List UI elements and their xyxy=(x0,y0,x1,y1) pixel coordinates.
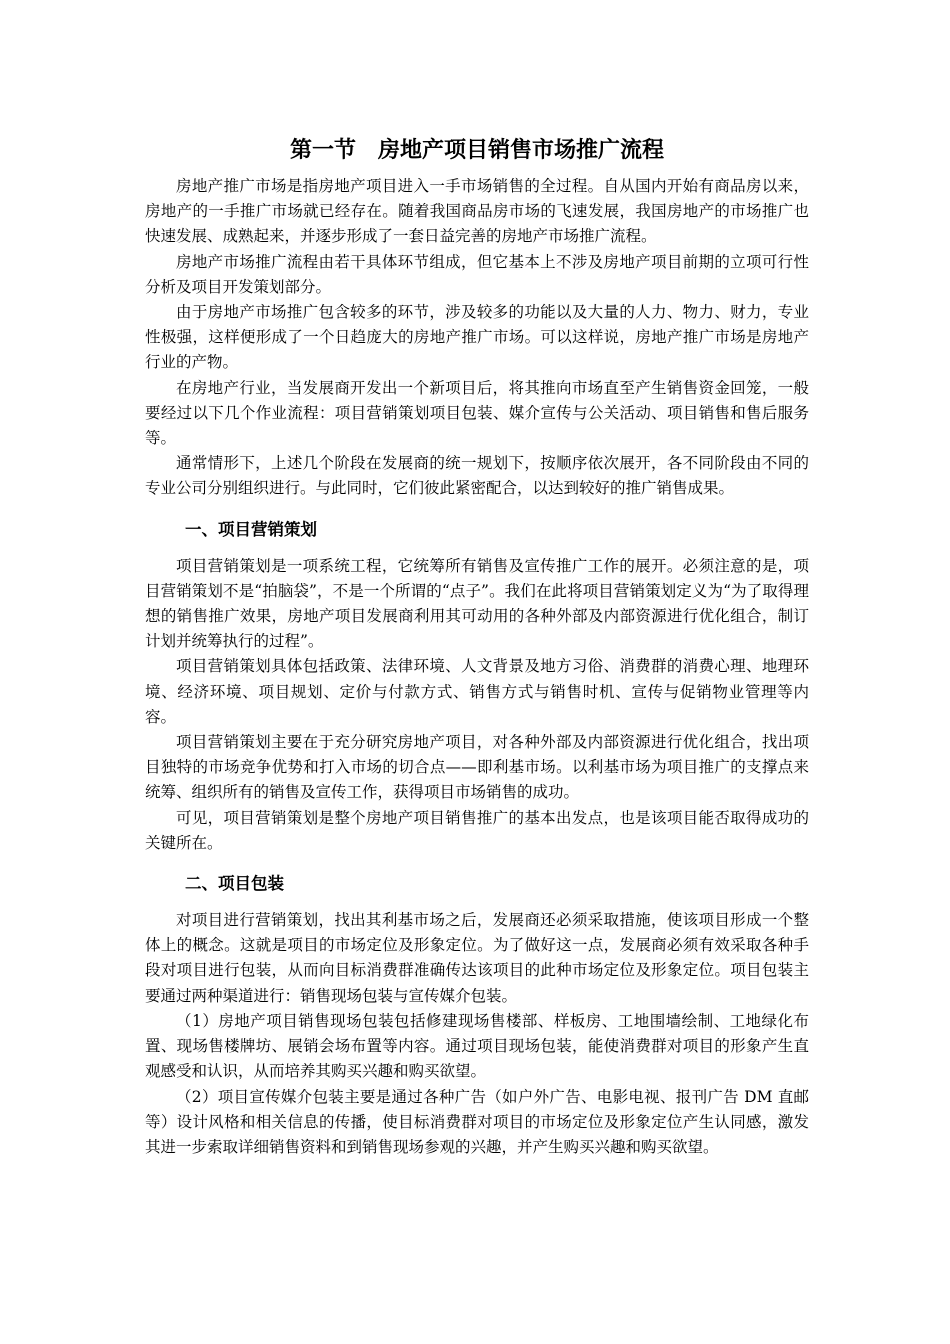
paragraph: 房地产市场推广流程由若干具体环节组成，但它基本上不涉及房地产项目前期的立项可行性分析及项目开发策划部分。 xyxy=(145,252,809,296)
document-page xyxy=(145,134,809,1160)
paragraph: 项目营销策划是一项系统工程，它统筹所有销售及宣传推广工作的展开。必须注意的是，项目营销策划不是“拍脑袋”，不是一个所谓的“点子”。我们在此将项目营销策划定义为“为了取得理想的销售推广效果，房地产项目发展商利用其可动用的各种外部及内部资源进行优化组合，制订计划并统筹执行的过程”。 xyxy=(145,556,809,651)
paragraph: （2）项目宣传媒介包装主要是通过各种广告（如户外广告、电影电视、报刊广告 DM 直邮等）设计风格和相关信息的传播，使目标消费群对项目的市场定位及形象定位产生认同感，激发其进一步索取详细销售资料和到销售现场参观的兴趣，并产生购买兴趣和购买欲望。 xyxy=(145,1087,809,1156)
paragraph: 通常情形下，上述几个阶段在发展商的统一规划下，按顺序依次展开，各不同阶段由不同的专业公司分别组织进行。与此同时，它们彼此紧密配合，以达到较好的推广销售成果。 xyxy=(145,454,809,498)
paragraph: 项目营销策划具体包括政策、法律环境、人文背景及地方习俗、消费群的消费心理、地理环境、经济环境、项目规划、定价与付款方式、销售方式与销售时机、宣传与促销物业管理等内容。 xyxy=(145,657,809,726)
section-heading: 一、项目营销策划 xyxy=(185,519,317,539)
paragraph: 房地产推广市场是指房地产项目进入一手市场销售的全过程。自从国内开始有商品房以来，房地产的一手推广市场就已经存在。随着我国商品房市场的飞速发展，我国房地产的市场推广也快速发展、成熟起来，并逐步形成了一套日益完善的房地产市场推广流程。 xyxy=(145,177,809,246)
page-title: 第一节 房地产项目销售市场推广流程 xyxy=(289,138,664,163)
paragraph: 在房地产行业，当发展商开发出一个新项目后，将其推向市场直至产生销售资金回笼，一般要经过以下几个作业流程：项目营销策划项目包装、媒介宣传与公关活动、项目销售和售后服务等。 xyxy=(145,378,809,448)
paragraph: 可见，项目营销策划是整个房地产项目销售推广的基本出发点，也是该项目能否取得成功的关键所在。 xyxy=(145,808,809,852)
paragraph: 对项目进行营销策划，找出其利基市场之后，发展商还必须采取措施，使该项目形成一个整体上的概念。这就是项目的市场定位及形象定位。为了做好这一点，发展商必须有效采取各种手段对项目进行包装，从而向目标消费群准确传达该项目的此种市场定位及形象定位。项目包装主要通过两种渠道进行：销售现场包装与宣传媒介包装。 xyxy=(145,911,809,1005)
paragraph: （1）房地产项目销售现场包装包括修建现场售楼部、样板房、工地围墙绘制、工地绿化布置、现场售楼牌坊、展销会场布置等内容。通过项目现场包装，能使消费群对项目的形象产生直观感受和认识，从而培养其购买兴趣和购买欲望。 xyxy=(145,1011,809,1081)
paragraph: 项目营销策划主要在于充分研究房地产项目，对各种外部及内部资源进行优化组合，找出项目独特的市场竞争优势和打入市场的切合点——即利基市场。以利基市场为项目推广的支撑点来统筹、组织所有的销售及宣传工作，获得项目市场销售的成功。 xyxy=(145,733,809,802)
paragraph: 由于房地产市场推广包含较多的环节，涉及较多的功能以及大量的人力、物力、财力，专业性极强，这样便形成了一个日趋庞大的房地产推广市场。可以这样说，房地产推广市场是房地产行业的产物。 xyxy=(145,303,809,372)
section-heading: 二、项目包装 xyxy=(185,874,284,894)
